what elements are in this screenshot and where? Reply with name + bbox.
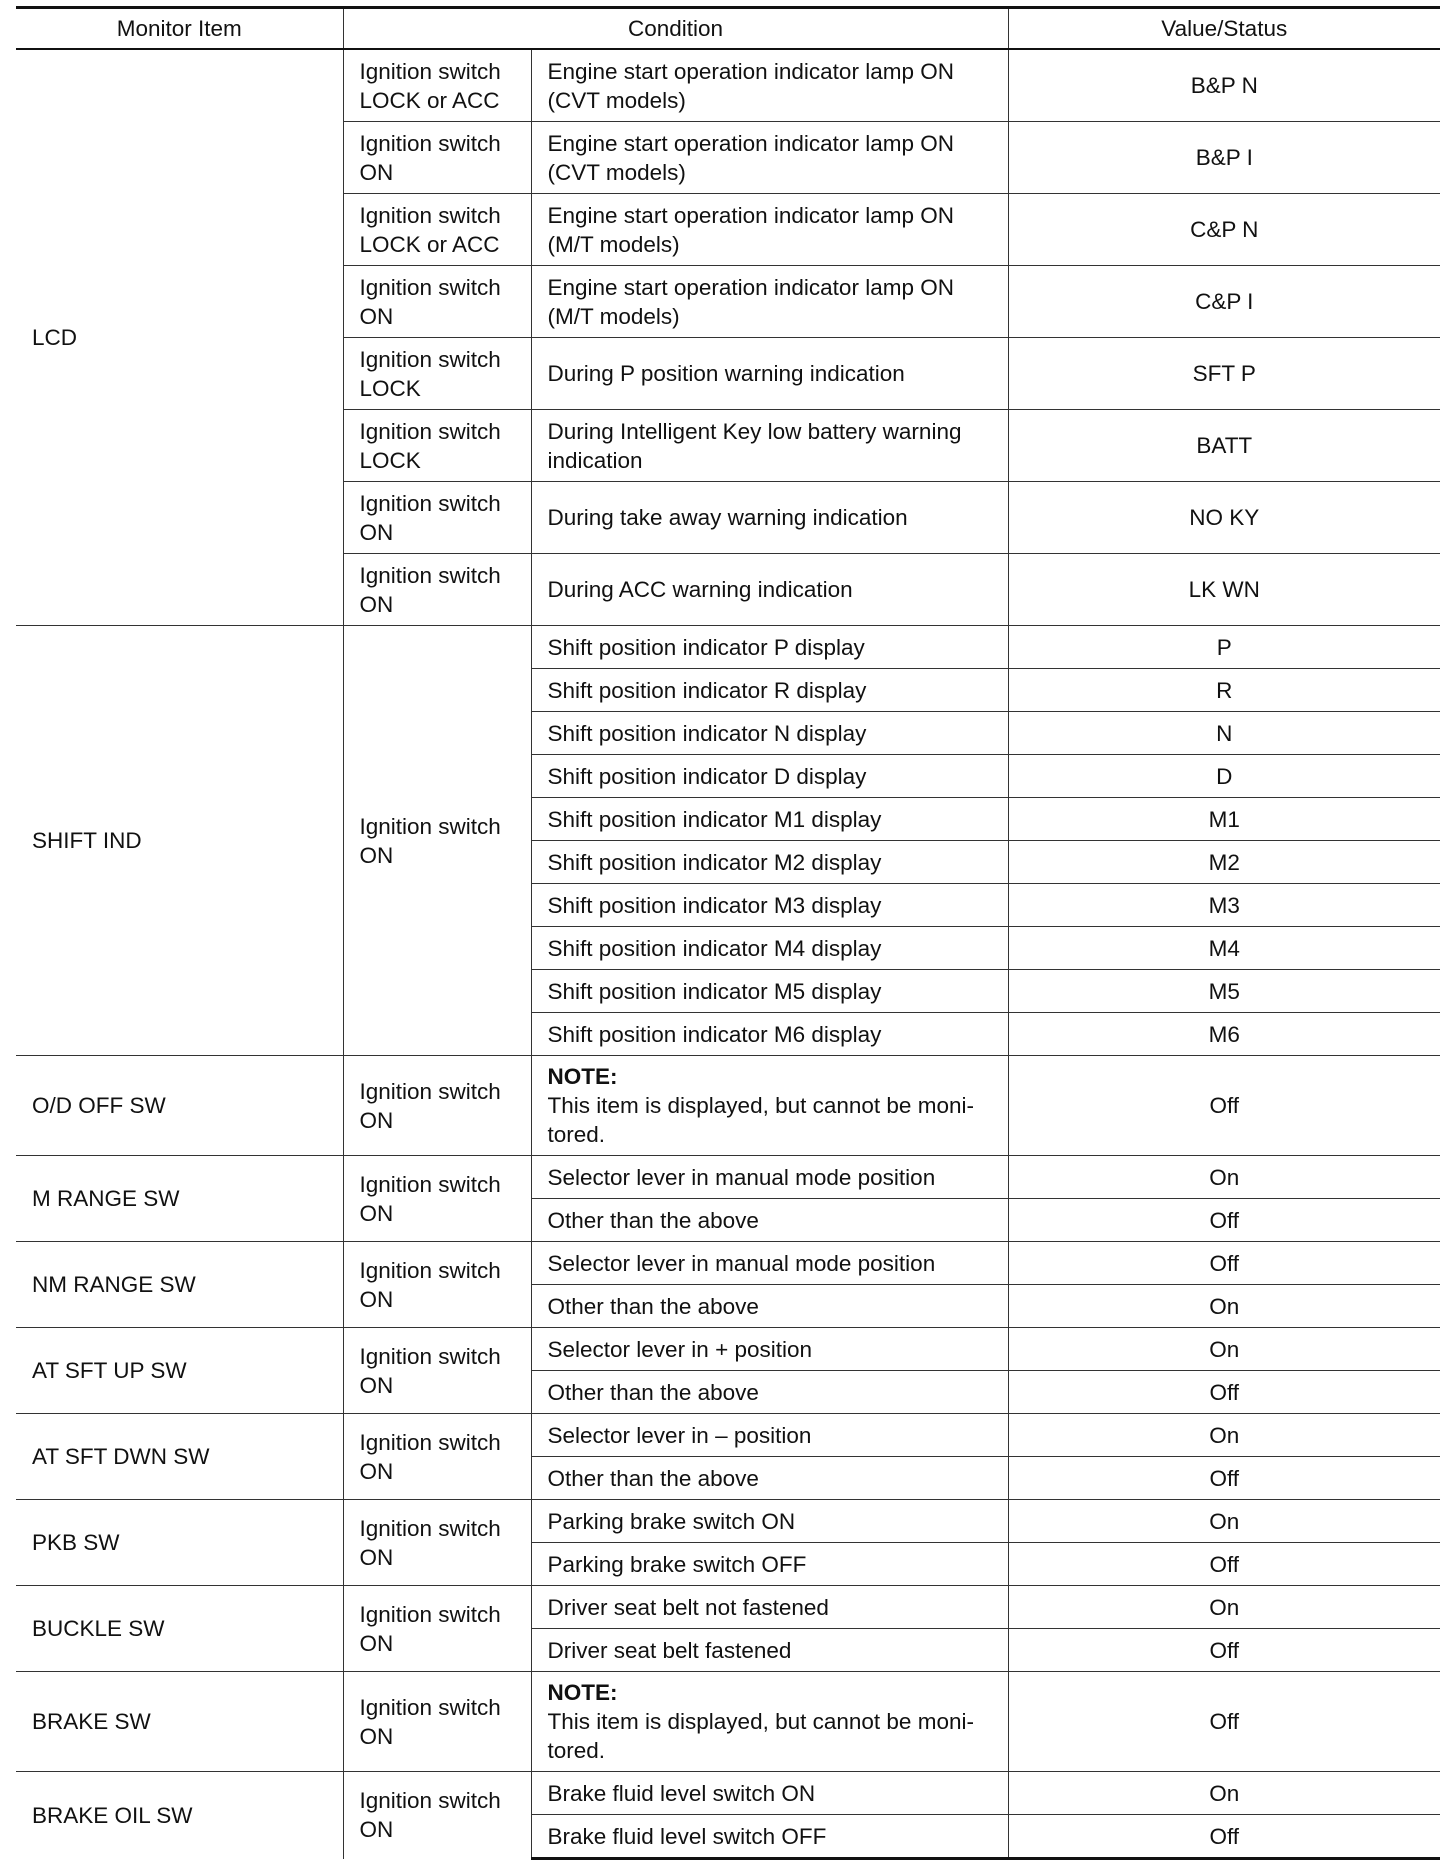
ignition-condition: Ignition switch ON <box>343 1672 531 1772</box>
monitor-item-at-sft-dwn-sw: AT SFT DWN SW <box>16 1414 343 1500</box>
table-row <box>16 626 1440 669</box>
condition-detail: Shift position indicator M5 display <box>531 970 1008 1013</box>
condition-detail: Parking brake switch ON <box>531 1500 1008 1543</box>
ignition-condition: Ignition switch ON <box>343 626 531 1056</box>
condition-detail: Selector lever in manual mode position <box>531 1242 1008 1285</box>
table-row <box>16 1586 1440 1629</box>
ignition-condition: Ignition switch ON <box>343 1500 531 1586</box>
table-row <box>16 1056 1440 1156</box>
value-status: M3 <box>1008 884 1440 927</box>
ignition-condition: Ignition switch ON <box>343 1414 531 1500</box>
monitor-item-at-sft-up-sw: AT SFT UP SW <box>16 1328 343 1414</box>
value-status: Off <box>1008 1242 1440 1285</box>
condition-detail: Shift position indicator M1 display <box>531 798 1008 841</box>
value-status: LK WN <box>1008 554 1440 626</box>
condition-detail: Driver seat belt fastened <box>531 1629 1008 1672</box>
ignition-condition: Ignition switch ON <box>343 122 531 194</box>
condition-detail: Driver seat belt not fastened <box>531 1586 1008 1629</box>
value-status: On <box>1008 1285 1440 1328</box>
value-status: Off <box>1008 1371 1440 1414</box>
condition-detail: Engine start operation indicator lamp ON (CVT models) <box>531 49 1008 122</box>
condition-detail: During Intelligent Key low battery warning indication <box>531 410 1008 482</box>
condition-note: NOTE: This item is displayed, but cannot be moni- tored. <box>531 1056 1008 1156</box>
condition-note: NOTE: This item is displayed, but cannot be moni- tored. <box>531 1672 1008 1772</box>
value-status: Off <box>1008 1056 1440 1156</box>
condition-detail: Shift position indicator M6 display <box>531 1013 1008 1056</box>
condition-detail: Shift position indicator P display <box>531 626 1008 669</box>
ignition-condition: Ignition switch ON <box>343 1156 531 1242</box>
ignition-condition: Ignition switch ON <box>343 266 531 338</box>
value-status: P <box>1008 626 1440 669</box>
value-status: M1 <box>1008 798 1440 841</box>
ignition-condition: Ignition switch ON <box>343 554 531 626</box>
value-status: Off <box>1008 1629 1440 1672</box>
value-status: BATT <box>1008 410 1440 482</box>
condition-detail: Other than the above <box>531 1199 1008 1242</box>
condition-detail: Other than the above <box>531 1285 1008 1328</box>
monitor-item-buckle-sw: BUCKLE SW <box>16 1586 343 1672</box>
value-status: On <box>1008 1328 1440 1371</box>
condition-detail: Shift position indicator R display <box>531 669 1008 712</box>
condition-detail: Engine start operation indicator lamp ON (CVT models) <box>531 122 1008 194</box>
value-status: Off <box>1008 1457 1440 1500</box>
value-status: N <box>1008 712 1440 755</box>
value-status: B&P N <box>1008 49 1440 122</box>
table-row <box>16 1414 1440 1457</box>
value-status: M5 <box>1008 970 1440 1013</box>
monitor-item-shift-ind: SHIFT IND <box>16 626 343 1056</box>
value-status: D <box>1008 755 1440 798</box>
monitor-item-od-off-sw: O/D OFF SW <box>16 1056 343 1156</box>
condition-detail: Shift position indicator M4 display <box>531 927 1008 970</box>
value-status: M4 <box>1008 927 1440 970</box>
condition-detail: Engine start operation indicator lamp ON (M/T models) <box>531 194 1008 266</box>
table-row <box>16 1500 1440 1543</box>
value-status: C&P I <box>1008 266 1440 338</box>
monitor-item-brake-sw: BRAKE SW <box>16 1672 343 1772</box>
header-value-status: Value/Status <box>1008 8 1440 50</box>
header-monitor-item: Monitor Item <box>16 8 343 50</box>
value-status: On <box>1008 1414 1440 1457</box>
ignition-condition: Ignition switch ON <box>343 1056 531 1156</box>
value-status: On <box>1008 1500 1440 1543</box>
table-header-row <box>16 8 1440 50</box>
table-row <box>16 1672 1440 1772</box>
ignition-condition: Ignition switch ON <box>343 1328 531 1414</box>
condition-detail: Other than the above <box>531 1371 1008 1414</box>
condition-detail: Shift position indicator M2 display <box>531 841 1008 884</box>
monitor-item-brake-oil-sw: BRAKE OIL SW <box>16 1772 343 1859</box>
ignition-condition: Ignition switch LOCK or ACC <box>343 49 531 122</box>
value-status: Off <box>1008 1672 1440 1772</box>
monitor-item-nm-range-sw: NM RANGE SW <box>16 1242 343 1328</box>
condition-detail: Other than the above <box>531 1457 1008 1500</box>
ignition-condition: Ignition switch LOCK <box>343 338 531 410</box>
value-status: On <box>1008 1772 1440 1815</box>
condition-detail: During P position warning indication <box>531 338 1008 410</box>
header-condition: Condition <box>343 8 1008 50</box>
condition-detail: Selector lever in – position <box>531 1414 1008 1457</box>
condition-detail: Selector lever in + position <box>531 1328 1008 1371</box>
value-status: R <box>1008 669 1440 712</box>
monitor-item-table <box>16 6 1440 1860</box>
monitor-item-pkb-sw: PKB SW <box>16 1500 343 1586</box>
ignition-condition: Ignition switch ON <box>343 1772 531 1859</box>
value-status: Off <box>1008 1543 1440 1586</box>
value-status: C&P N <box>1008 194 1440 266</box>
value-status: M2 <box>1008 841 1440 884</box>
condition-detail: During take away warning indication <box>531 482 1008 554</box>
condition-detail: Shift position indicator D display <box>531 755 1008 798</box>
monitor-item-lcd: LCD <box>16 49 343 626</box>
table-row <box>16 1772 1440 1815</box>
condition-detail: Selector lever in manual mode position <box>531 1156 1008 1199</box>
value-status: On <box>1008 1156 1440 1199</box>
monitor-table-container <box>16 6 1440 1860</box>
table-row <box>16 1156 1440 1199</box>
ignition-condition: Ignition switch LOCK or ACC <box>343 194 531 266</box>
table-row <box>16 1242 1440 1285</box>
condition-detail: Parking brake switch OFF <box>531 1543 1008 1586</box>
condition-detail: During ACC warning indication <box>531 554 1008 626</box>
ignition-condition: Ignition switch LOCK <box>343 410 531 482</box>
ignition-condition: Ignition switch ON <box>343 1242 531 1328</box>
condition-detail: Shift position indicator M3 display <box>531 884 1008 927</box>
value-status: SFT P <box>1008 338 1440 410</box>
table-row <box>16 1328 1440 1371</box>
ignition-condition: Ignition switch ON <box>343 1586 531 1672</box>
value-status: B&P I <box>1008 122 1440 194</box>
value-status: NO KY <box>1008 482 1440 554</box>
value-status: Off <box>1008 1199 1440 1242</box>
condition-detail: Shift position indicator N display <box>531 712 1008 755</box>
condition-detail: Brake fluid level switch OFF <box>531 1815 1008 1859</box>
table-row <box>16 49 1440 122</box>
ignition-condition: Ignition switch ON <box>343 482 531 554</box>
value-status: Off <box>1008 1815 1440 1859</box>
value-status: M6 <box>1008 1013 1440 1056</box>
condition-detail: Brake fluid level switch ON <box>531 1772 1008 1815</box>
monitor-item-m-range-sw: M RANGE SW <box>16 1156 343 1242</box>
condition-detail: Engine start operation indicator lamp ON (M/T models) <box>531 266 1008 338</box>
value-status: On <box>1008 1586 1440 1629</box>
